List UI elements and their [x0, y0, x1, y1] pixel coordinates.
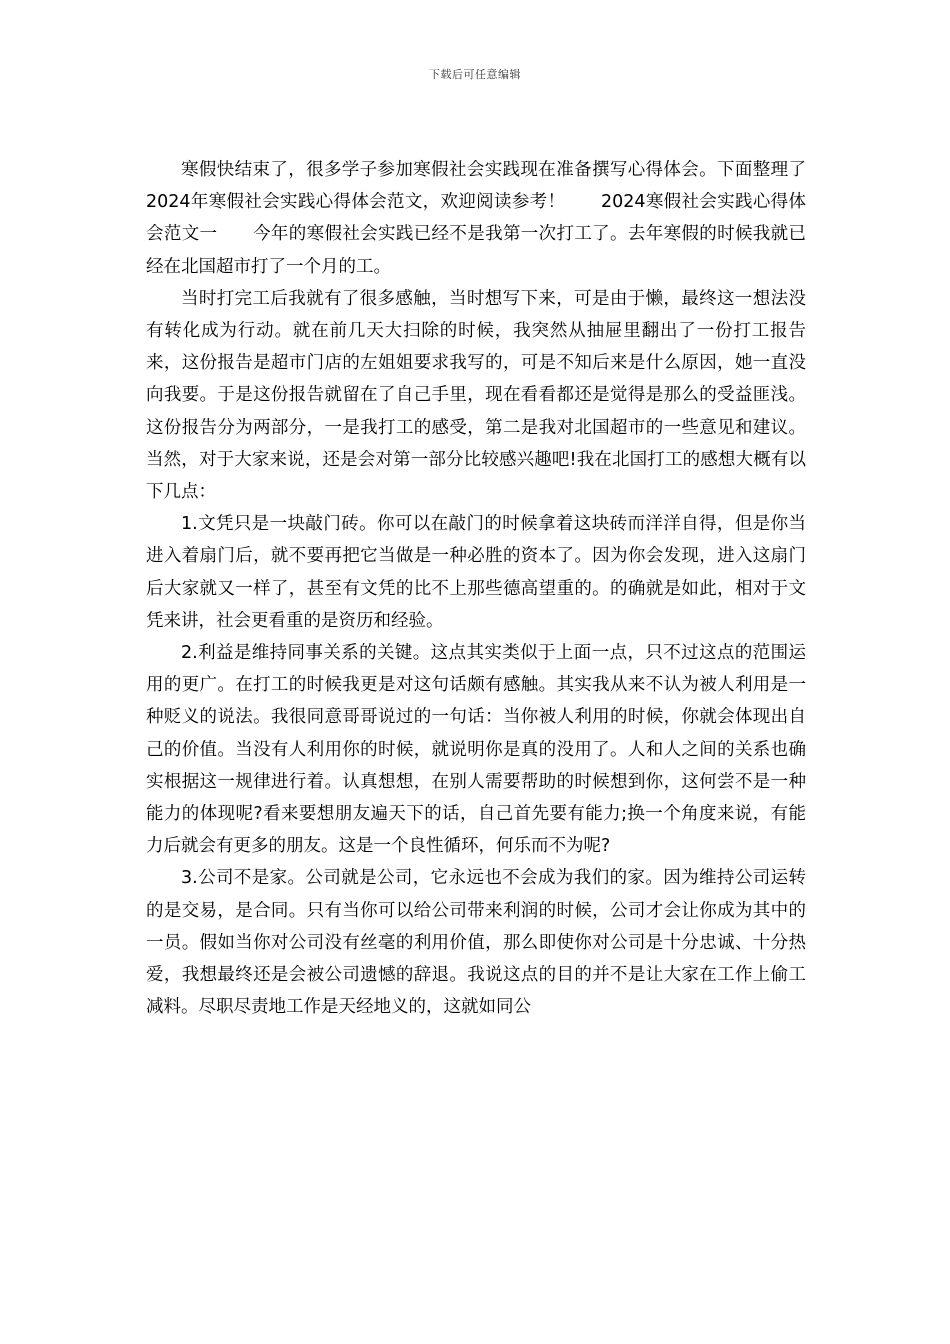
paragraph-report: 当时打完工后我就有了很多感触，当时想写下来，可是由于懒，最终这一想法没有转化成为行动。就在前几天大扫除的时候，我突然从抽屉里翻出了一份打工报告来，这份报告是超市门店的左姐姐要求我写的，可是不知后来是什么原因，她一直没向我要。于是这份报告就留在了自己手里，现在看看都还是觉得是那么的受益匪浅。这份报告分为两部分，一是我打工的感受，第二是我对北国超市的一些意见和建议。当然，对于大家来说，还是会对第一部分比较感兴趣吧!我在北国打工的感想大概有以下几点： — [146, 288, 806, 503]
paragraph-point-2: 2.利益是维持同事关系的关键。这点其实类似于上面一点，只不过这点的范围运用的更广。在打工的时候我更是对这句话颇有感触。其实我从来不认为被人利用是一种贬义的说法。我很同意哥哥说过的一句话：当你被人利用的时候，你就会体现出自己的价值。当没有人利用你的时候，就说明你是真的没用了。人和人之间的关系也确实根据这一规律进行着。认真想想，在别人需要帮助的时候想到你，这何尝不是一种能力的体现呢?看来要想朋友遍天下的话，自己首先要有能力;换一个角度来说，有能力后就会有更多的朋友。这是一个良性循环，何乐而不为呢? — [146, 643, 806, 857]
page-header: 下载后可任意编辑 — [429, 68, 521, 81]
paragraph-point-1: 1.文凭只是一块敲门砖。你可以在敲门的时候拿着这块砖而洋洋自得，但是你当进入着扇门后，就不要再把它当做是一种必胜的资本了。因为你会发现，进入这扇门后大家就又一样了，甚至有文凭的比不上那些德高望重的。的确就是如此，相对于文凭来讲，社会更看重的是资历和经验。 — [146, 514, 806, 631]
document-body — [146, 154, 806, 1023]
paragraph-point-3: 3.公司不是家。公司就是公司，它永远也不会成为我们的家。因为维持公司运转的是交易，是合同。只有当你可以给公司带来利润的时候，公司才会让你成为其中的一员。假如当你对公司没有丝毫的利用价值，那么即使你对公司是十分忠诚、十分热爱，我想最终还是会被公司遗憾的辞退。我说这点的目的并不是让大家在工作上偷工减料。尽职尽责地工作是天经地义的，这就如同公 — [146, 868, 806, 1018]
paragraph-intro: 寒假快结束了，很多学子参加寒假社会实践现在准备撰写心得体会。下面整理了2024年寒假社会实践心得体会范文，欢迎阅读参考！ 2024寒假社会实践心得体会范文一 今年的寒假社会实践已经不是我第一次打工了。去年寒假的时候我就已经在北国超市打了一个月的工。 — [146, 160, 806, 277]
